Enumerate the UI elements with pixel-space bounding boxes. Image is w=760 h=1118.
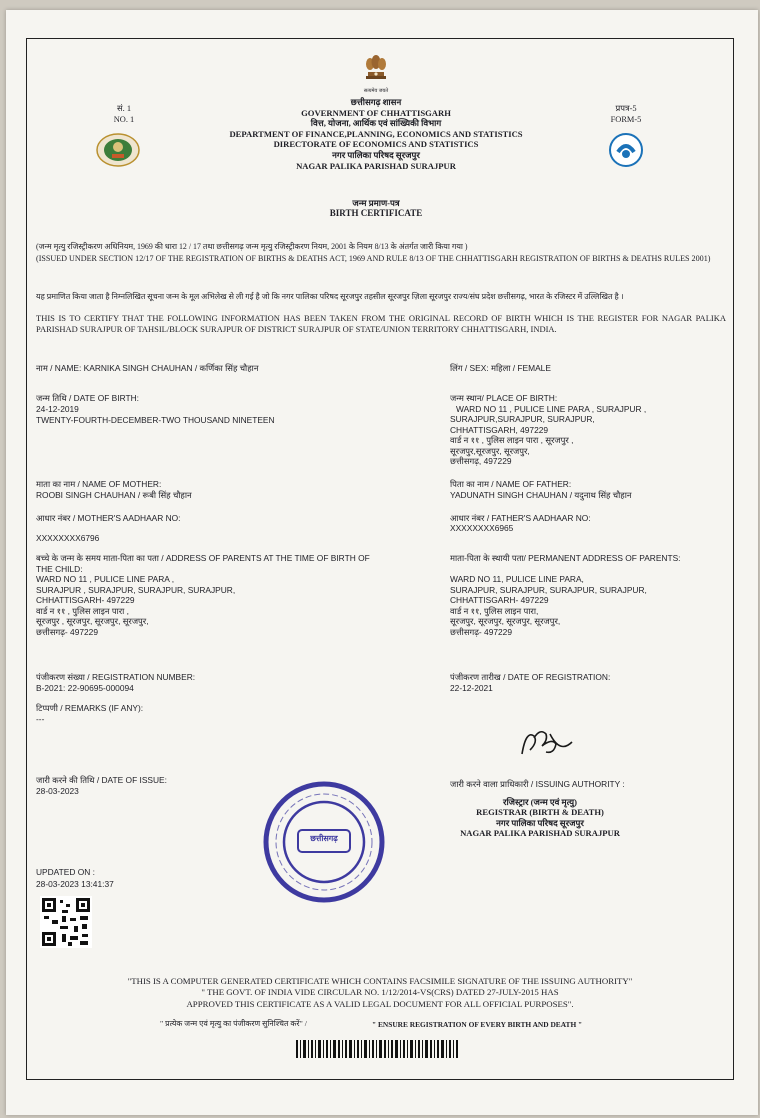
address-perm-line: CHHATTISGARH- 497229	[450, 595, 549, 605]
dob-label: जन्म तिथि / DATE OF BIRTH:	[36, 393, 139, 403]
mother-name-value: ROOBI SINGH CHAUHAN / रूबी सिंह चौहान	[36, 490, 192, 500]
child-sex: लिंग / SEX: महिला / FEMALE	[450, 363, 551, 373]
mother-aadhaar-label: आधार नंबर / MOTHER'S AADHAAR NO:	[36, 513, 181, 523]
barcode-icon	[296, 1040, 458, 1058]
signature-icon	[516, 724, 580, 764]
header-line-department-hindi: वित्त, योजना, आर्थिक एवं सांख्यिकी विभाग	[310, 118, 442, 129]
header-line-department: DEPARTMENT OF FINANCE,PLANNING, ECONOMICS AND STATISTICS	[229, 128, 523, 139]
updated-label: UPDATED ON :	[36, 867, 95, 877]
title-english: BIRTH CERTIFICATE	[329, 208, 423, 218]
registration-number-label: पंजीकरण संख्या / REGISTRATION NUMBER:	[36, 672, 196, 682]
form-label-english: FORM-5	[610, 115, 642, 124]
address-perm-label: माता-पिता के स्थायी पता/ PERMANENT ADDRESS OF PARENTS:	[450, 553, 681, 563]
header-line-parishad: NAGAR PALIKA PARISHAD SURAJPUR	[296, 160, 456, 171]
issue-date-value: 28-03-2023	[36, 786, 79, 796]
form-label-hindi: प्रपत्र-5	[615, 104, 637, 113]
certify-text-english: THIS IS TO CERTIFY THAT THE FOLLOWING INFORMATION HAS BEEN TAKEN FROM THE ORIGINAL RECORD OF BIRTH WHICH IS THE REGISTER FOR NAGAR PALIKA PARISHAD SURAJPUR OF TAHSIL/BLOCK SURAJPUR OF DISTRICT SURAJPUR OF STATE/UNION TERRITORY CHHATTISGARH, INDIA.	[36, 313, 726, 334]
qr-code-icon	[40, 896, 92, 948]
title-hindi: जन्म प्रमाण-पत्र	[352, 198, 400, 208]
chhattisgarh-logo-icon	[94, 132, 142, 168]
permanent-address	[450, 553, 681, 637]
registration-date-value: 22-12-2021	[450, 683, 493, 693]
address-perm-line: सूरजपुर, सूरजपुर, सूरजपुर, सूरजपुर,	[450, 616, 561, 626]
address-perm-line: छत्तीसगढ़- 497229	[450, 626, 512, 637]
registrar-line: रजिस्ट्रार (जन्म एवं मृत्यु)	[502, 797, 578, 807]
mother-aadhaar-value: XXXXXXXX6796	[36, 533, 100, 543]
updated-value: 28-03-2023 13:41:37	[36, 879, 114, 889]
footer-line: " THE GOVT. OF INDIA VIDE CIRCULAR NO. 1/12/2014-VS(CRS) DATED 27-JULY-2015 HAS	[201, 987, 559, 998]
child-name: नाम / NAME: KARNIKA SINGH CHAUHAN / कर्णिका सिंह चौहान	[36, 363, 259, 373]
issuing-authority-label: जारी करने वाला प्राधिकारी / ISSUING AUTHORITY :	[450, 779, 625, 789]
address-perm-gap	[450, 564, 681, 575]
address-birth-line: WARD NO 11 , PULICE LINE PARA ,	[36, 574, 175, 584]
address-birth-line: CHHATTISGARH- 497229	[36, 595, 135, 605]
registration-number-value: B-2021: 22-90695-000094	[36, 683, 134, 693]
stamp-center-text: छत्तीसगढ़	[310, 834, 338, 843]
header-line-state-hindi: छत्तीसगढ़ शासन	[350, 97, 402, 107]
dob-value: 24-12-2019	[36, 404, 79, 414]
registrar-line: REGISTRAR (BIRTH & DEATH)	[476, 807, 604, 818]
father-name-label: पिता का नाम / NAME OF FATHER:	[450, 479, 572, 489]
address-perm-line: WARD NO 11, PULICE LINE PARA,	[450, 574, 584, 584]
pob-line: SURAJPUR,SURAJPUR, SURAJPUR,	[450, 414, 595, 424]
pob-line: WARD NO 11 , PULICE LINE PARA , SURAJPUR ,	[456, 403, 647, 414]
mother-name-label: माता का नाम / NAME OF MOTHER:	[36, 479, 162, 489]
header-line-directorate: DIRECTORATE OF ECONOMICS AND STATISTICS	[273, 139, 479, 150]
footer-line: "THIS IS A COMPUTER GENERATED CERTIFICATE WHICH CONTAINS FACSIMILE SIGNATURE OF THE ISSUING AUTHORITY"	[127, 976, 633, 986]
form-number-english: NO. 1	[113, 115, 135, 124]
header-line-parishad-hindi: नगर पालिका परिषद सूरजपुर	[332, 149, 420, 160]
slogan-english: " ENSURE REGISTRATION OF EVERY BIRTH AND DEATH "	[372, 1020, 583, 1029]
act-text-hindi: (जन्म मृत्यु रजिस्ट्रीकरण अधिनियम, 1969 की धारा 12 / 17 तथा छत्तीसगढ़ जन्म मृत्यु रजिस्ट्रीकरण नियम, 2001 के नियम 8/13 के अंतर्गत जारी किया गया )	[36, 242, 468, 251]
footer-line: APPROVED THIS CERTIFICATE AS A VALID LEGAL DOCUMENT FOR ALL OFFICIAL PURPOSES".	[186, 998, 574, 1009]
pob-line: सूरजपुर,सूरजपुर, सूरजपुर,	[450, 445, 530, 456]
certify-text-hindi: यह प्रमाणित किया जाता है निम्नलिखित सूचना जन्म के मूल अभिलेख से ली गई है जो कि नगर पालिका परिषद सूरजपुर तहसील सूरजपुर ज़िला सूरजपुर राज्य/संघ प्रदेश छत्तीसगढ़, भारत के रजिस्टर में उल्लिखित है ।	[36, 292, 624, 301]
slogan-hindi: " प्रत्येक जन्म एवं मृत्यु का पंजीकरण सुनिश्चित करें" /	[160, 1019, 307, 1028]
header-line-government: GOVERNMENT OF CHHATTISGARH	[301, 107, 451, 118]
address-birth-line: SURAJPUR , SURAJPUR, SURAJPUR, SURAJPUR,	[36, 584, 236, 595]
pob-line: वार्ड न ११ , पुलिस लाइन पारा , सूरजपुर ,	[450, 435, 574, 445]
registrar-block	[440, 797, 640, 839]
pob-line: CHHATTISGARH, 497229	[450, 424, 549, 435]
footer-notice	[60, 976, 700, 1010]
registrar-line: NAGAR PALIKA PARISHAD SURAJPUR	[460, 828, 620, 839]
registration-date-label: पंजीकरण तारीख / DATE OF REGISTRATION:	[450, 672, 611, 682]
act-text-english: (ISSUED UNDER SECTION 12/17 OF THE REGISTRATION OF BIRTHS & DEATHS ACT, 1969 AND RULE 8/13 OF THE CHHATTISGARH REGISTRATION OF BIRTHS & DEATHS RULES 2001)	[36, 254, 711, 263]
place-of-birth	[450, 393, 646, 467]
pob-line: छत्तीसगढ़, 497229	[450, 456, 512, 466]
father-aadhaar-value: XXXXXXXX6965	[450, 523, 514, 533]
address-birth-label: THE CHILD:	[36, 563, 83, 574]
father-name-value: YADUNATH SINGH CHAUHAN / यदुनाथ सिंह चौहान	[450, 490, 632, 500]
address-perm-line: वार्ड न ११, पुलिस लाइन पारा,	[450, 605, 539, 616]
pob-label: जन्म स्थान/ PLACE OF BIRTH:	[450, 393, 558, 403]
dob-in-words: TWENTY-FOURTH-DECEMBER-TWO THOUSAND NINETEEN	[36, 415, 275, 425]
issue-date-label: जारी करने की तिथि / DATE OF ISSUE:	[36, 775, 167, 785]
remarks-label: टिप्पणी / REMARKS (IF ANY):	[36, 703, 144, 713]
address-at-birth	[36, 553, 370, 637]
form-number-hindi: सं. 1	[116, 104, 132, 113]
address-birth-label: बच्चे के जन्म के समय माता-पिता का पता / ADDRESS OF PARENTS AT THE TIME OF BIRTH OF	[36, 553, 370, 563]
address-birth-line: सूरजपुर , सूरजपुर, सूरजपुर, सूरजपुर,	[36, 616, 149, 626]
address-perm-line: SURAJPUR, SURAJPUR, SURAJPUR, SURAJPUR,	[450, 584, 647, 595]
remarks-value: ---	[36, 714, 45, 724]
registrar-line: नगर पालिका परिषद सूरजपुर	[496, 817, 584, 828]
header-block	[176, 97, 576, 171]
father-aadhaar-label: आधार नंबर / FATHER'S AADHAAR NO:	[450, 513, 591, 523]
address-birth-line: वार्ड न ११ , पुलिस लाइन पारा ,	[36, 605, 129, 616]
crs-logo-icon	[608, 132, 644, 168]
address-birth-line: छत्तीसगढ़- 497229	[36, 626, 98, 637]
emblem-motto: सत्यमेव जयते	[363, 88, 389, 94]
